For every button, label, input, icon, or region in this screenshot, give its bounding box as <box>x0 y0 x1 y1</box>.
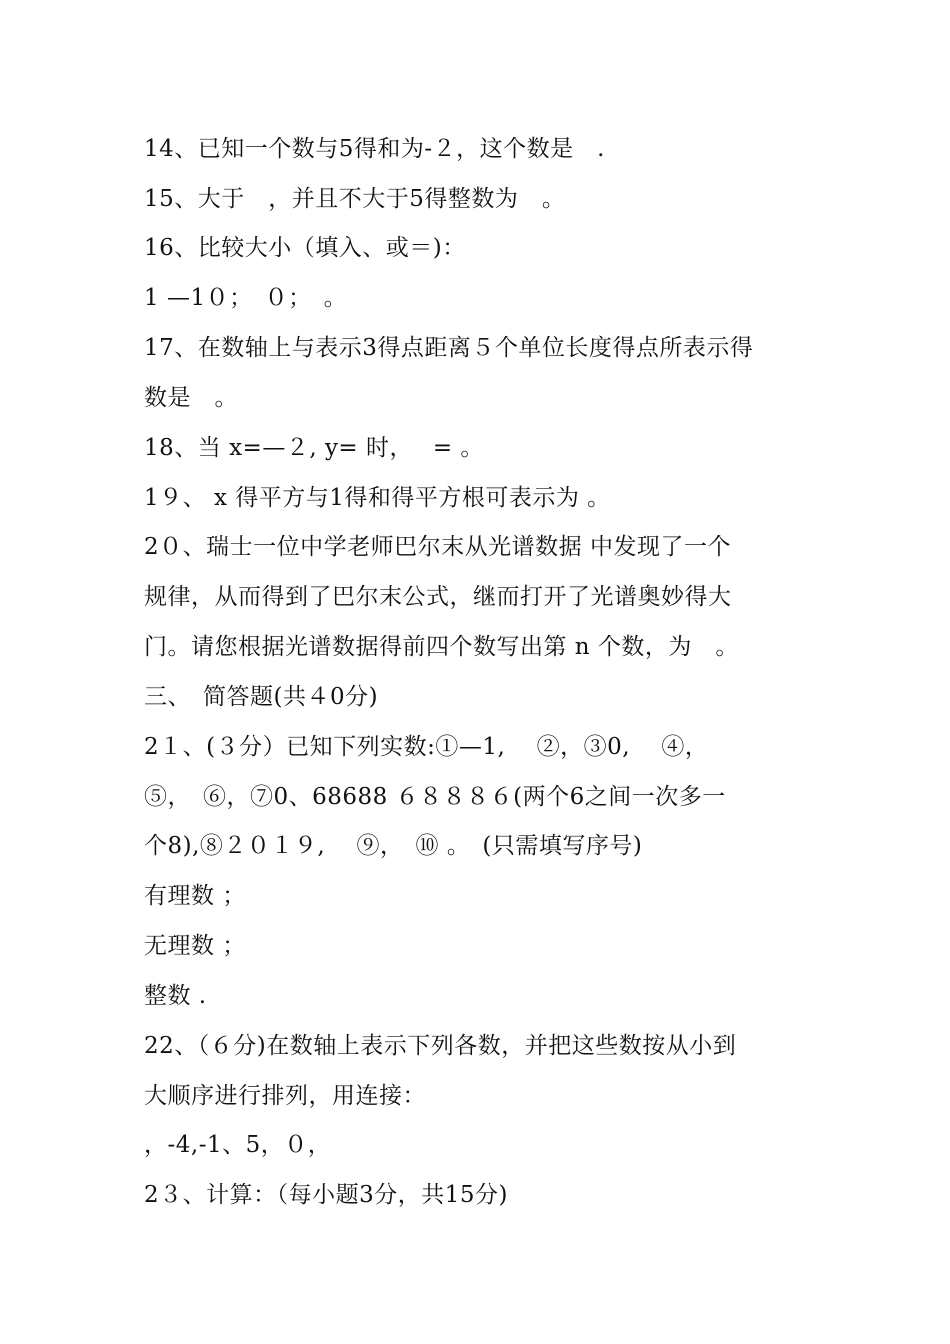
question-14: 14、已知一个数与5得和为-２，这个数是 . <box>144 136 605 162</box>
section-heading: 三、 简答题(共４0分) <box>144 684 379 710</box>
question-17: 17、在数轴上与表示3得点距离５个单位长度得点所表示得 <box>144 335 754 361</box>
answer-integer: 整数 . <box>144 983 207 1009</box>
question-18: 18、当 x=—２, y= 时， = 。 <box>144 435 484 461</box>
question-23: 2３、计算：（每小题3分，共15分) <box>144 1182 509 1208</box>
question-19: 1９、 x 得平方与1得和得平方根可表示为 。 <box>144 485 611 511</box>
question-21: 2１、(３分）已知下列实数:①—1, ②，③0, ④， <box>144 734 709 760</box>
question-16: 16、比较大小（填入、或＝)： <box>144 235 466 261</box>
question-22-numbers: ，-4,-1、5，０， <box>144 1132 332 1158</box>
question-20-cont-1: 规律，从而得到了巴尔末公式，继而打开了光谱奥妙得大 <box>144 584 732 610</box>
answer-rational: 有理数 ； <box>144 883 246 909</box>
question-15: 15、大于 ，并且不大于5得整数为 。 <box>144 186 566 212</box>
question-21-cont-2: 个8),⑧２０１９, ⑨， ⑩ 。 (只需填写序号) <box>144 833 643 859</box>
question-22: 22、（６分)在数轴上表示下列各数，并把这些数按从小到 <box>144 1033 737 1059</box>
question-20-cont-2: 门。请您根据光谱数据得前四个数写出第 n 个数，为 。 <box>144 634 739 660</box>
question-20: 2０、瑞士一位中学老师巴尔末从光谱数据 中发现了一个 <box>144 534 731 560</box>
question-17-cont: 数是 。 <box>144 385 238 411</box>
question-21-cont-1: ⑤， ⑥，⑦0、68688 ６８８８６(两个6之间一次多一 <box>144 784 726 810</box>
question-16-items: 1 —1０； ０； 。 <box>144 285 348 311</box>
question-22-cont: 大顺序进行排列，用连接： <box>144 1083 426 1109</box>
answer-irrational: 无理数 ； <box>144 933 246 959</box>
